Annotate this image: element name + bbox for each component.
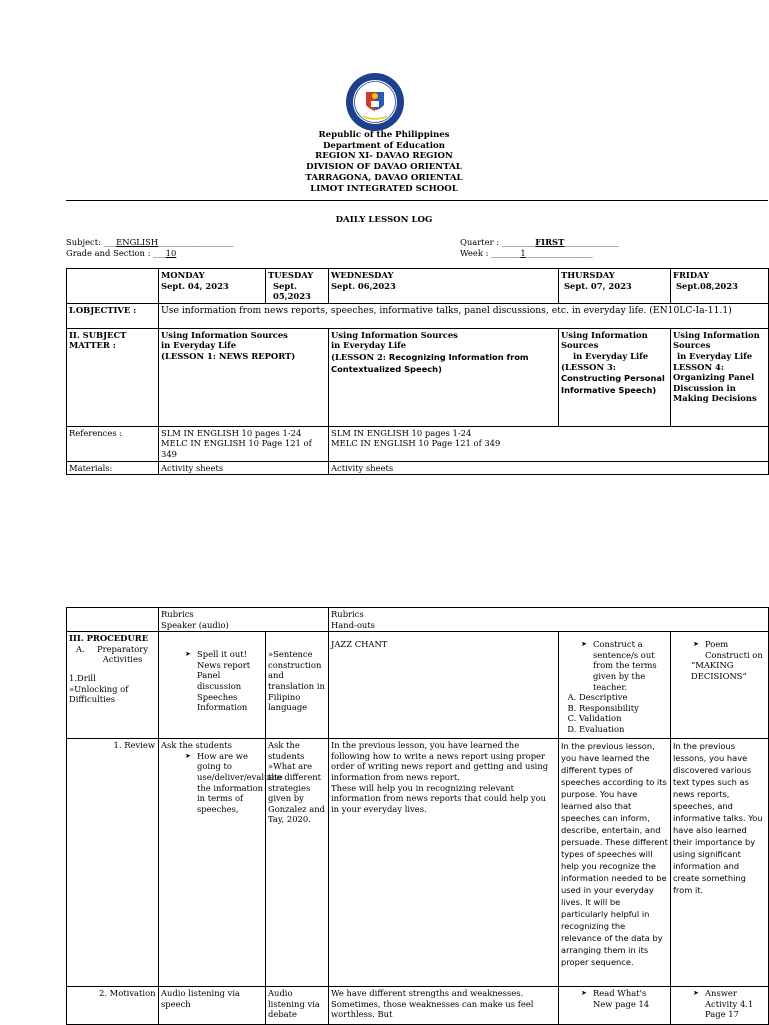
sm-line: Using Information Sources xyxy=(331,329,458,340)
sm-line: (LESSON 2: xyxy=(331,351,386,362)
references-wednesday xyxy=(329,426,769,461)
sm-line: in Everyday Life xyxy=(161,340,237,351)
day-name: TUESDAY xyxy=(268,270,314,280)
day-name: WEDNESDAY xyxy=(331,270,394,280)
quarter-label: Quarter : ________ xyxy=(460,237,536,247)
drill-text: ➤ Spell it out! xyxy=(197,649,247,660)
sm-line: LESSON 4: Organizing Panel Discussion in Making Decisions xyxy=(673,361,757,404)
materials-row xyxy=(67,461,769,475)
drill-list-item: C. Validation xyxy=(579,713,668,724)
drill-wednesday xyxy=(329,632,559,739)
rubrics-monday xyxy=(159,608,329,632)
drill-text: Speeches xyxy=(197,691,238,702)
objective-label: I.OBJECTIVE : xyxy=(67,303,159,328)
rubrics-empty-cell xyxy=(67,608,159,632)
grade-value: 10 xyxy=(165,248,177,258)
ref-line: MELC IN ENGLISH 10 Page 121 of 349 xyxy=(331,438,501,449)
lesson-log-table xyxy=(66,268,769,475)
day-date: Sept. 04, 2023 xyxy=(161,280,229,291)
rubric-line: Rubrics xyxy=(161,609,194,619)
motivation-label: 2. Motivation xyxy=(67,987,159,1025)
corner-cell xyxy=(67,269,159,304)
review-text: Ask the students xyxy=(161,740,232,751)
materials-monday: Activity sheets xyxy=(159,461,329,475)
drill-tuesday xyxy=(266,632,329,739)
sm-lesson-title: Constructing Personal Informative Speech) xyxy=(561,373,665,396)
page-title: DAILY LESSON LOG xyxy=(335,215,433,225)
day-name: THURSDAY xyxy=(561,270,615,280)
subject-blank: __________________ xyxy=(158,237,234,247)
drill-list-item: B. Responsibility xyxy=(579,703,668,714)
review-thursday: In the previous lesson, you have learned the different types of speeches according to its purpose. You have learned also that speeches can inform, describe, entertain, and persuade. These different types of speeches will help you recognize the information needed to be used in your everyday lives. It will be particularly helpful in recognizing the relevance of the data by arranging them in its proper sequence. xyxy=(559,739,671,987)
sm-line: in Everyday Life xyxy=(573,350,649,361)
days-row xyxy=(67,269,769,304)
sm-line: Using Information Sources xyxy=(561,329,648,351)
sm-line: Using Information Sources xyxy=(161,329,288,340)
drill-monday xyxy=(159,632,266,739)
header-line: DIVISION OF DAVAO ORIENTAL xyxy=(306,162,462,173)
rubrics-wednesday xyxy=(329,608,769,632)
motivation-monday: Audio listening via speech xyxy=(159,987,266,1025)
review-row xyxy=(67,739,769,987)
drill-list-item: A. Descriptive xyxy=(579,692,668,703)
objective-row xyxy=(67,303,769,328)
materials-label: Materials: xyxy=(67,461,159,475)
references-label: References : xyxy=(67,426,159,461)
drill-label: 1.Drill xyxy=(69,672,96,683)
rubrics-row xyxy=(67,608,769,632)
sm-line: in Everyday Life xyxy=(677,350,753,361)
prep-label: Preparatory Activities xyxy=(96,643,149,665)
rubric-line: Rubrics xyxy=(331,609,364,619)
day-date: Sept. 07, 2023 xyxy=(564,280,632,291)
day-header-friday xyxy=(671,269,769,304)
review-friday: In the previous lessons, you have discovered various text types such as news reports, speeches, and informative talks. You have also learned their importance by using significant information and create something from it. xyxy=(671,739,769,987)
procedure-cell xyxy=(67,632,159,739)
week-value: 1 xyxy=(520,248,526,258)
header-line: TARRAGONA, DAVAO ORIENTAL xyxy=(305,172,463,183)
unlocking-label: »Unlocking of Difficulties xyxy=(69,683,129,705)
header-line: REGION XI- DAVAO REGION xyxy=(315,151,453,162)
subject-matter-monday xyxy=(159,328,329,426)
motivation-thursday xyxy=(559,987,671,1025)
day-name: MONDAY xyxy=(161,270,205,280)
drill-text: Information xyxy=(197,702,248,713)
rubric-line: Hand-outs xyxy=(331,619,375,630)
drill-list-item: D. Evaluation xyxy=(579,724,668,735)
procedure-label: III. PROCEDURE xyxy=(69,633,149,644)
week-blank: ________________ xyxy=(525,248,593,258)
review-text: These will help you in recognizing relevant information from news reports that could help you in your everyday lives. xyxy=(331,782,547,814)
review-tuesday: Ask the students »What are the different strategies given by Gonzalez and Tay, 2020. xyxy=(266,739,329,987)
drill-text: »Sentence construction and translation in Filipino language xyxy=(268,649,325,713)
subject-matter-label: II. SUBJECT MATTER : xyxy=(67,328,159,426)
quarter-line xyxy=(460,237,619,248)
grade-line xyxy=(66,248,176,259)
references-row xyxy=(67,426,769,461)
review-item: ➤ How are we going to use/deliver/evaluate the information in terms of speeches, xyxy=(197,751,263,815)
drill-text: News report xyxy=(197,659,251,670)
sm-line: in Everyday Life xyxy=(331,340,407,351)
subject-matter-friday xyxy=(671,328,769,426)
motivation-wednesday: We have different strengths and weaknesses. Sometimes, those weaknesses can make us feel worthless. But xyxy=(329,987,559,1025)
drill-text: “MAKING DECISIONS” xyxy=(691,660,747,681)
day-date: Sept.08,2023 xyxy=(676,280,738,291)
subject-matter-row xyxy=(67,328,769,426)
sm-line: Using Information Sources xyxy=(673,329,760,351)
ref-line: SLM IN ENGLISH 10 pages 1-24 xyxy=(161,427,302,438)
day-name: FRIDAY xyxy=(673,270,710,280)
drill-friday xyxy=(671,632,769,739)
subject-matter-wednesday xyxy=(329,328,559,426)
deped-seal-logo xyxy=(345,72,405,132)
drill-text: JAZZ CHANT xyxy=(331,639,388,650)
materials-wednesday: Activity sheets xyxy=(329,461,769,475)
ref-line: SLM IN ENGLISH 10 pages 1-24 xyxy=(331,427,472,438)
review-wednesday xyxy=(329,739,559,987)
procedure-table xyxy=(66,607,769,1025)
references-monday xyxy=(159,426,329,461)
drill-item: ➤ Poem Constructi on xyxy=(705,639,766,660)
review-label: 1. Review xyxy=(67,739,159,987)
quarter-blank: _____________ xyxy=(564,237,619,247)
drill-item xyxy=(197,649,263,713)
sm-lesson-title: Recognizing Information from Contextualized Speech) xyxy=(331,351,529,374)
drill-thursday xyxy=(559,632,671,739)
school-header xyxy=(0,130,768,194)
quarter-value: FIRST xyxy=(535,237,565,247)
rubric-line: Speaker (audio) xyxy=(161,619,229,630)
day-header-wednesday xyxy=(329,269,559,304)
subject-label: Subject: ___ xyxy=(66,237,117,247)
week-line xyxy=(460,248,593,259)
motivation-friday xyxy=(671,987,769,1025)
review-text: In the previous lesson, you have learned the following how to write a news report using proper order of writing news report and getting and using information from news report. xyxy=(331,740,549,782)
header-line: Republic of the Philippines xyxy=(318,130,450,140)
drill-text: Panel discussion xyxy=(197,670,242,691)
day-date: Sept. 06,2023 xyxy=(331,280,396,291)
sm-line: (LESSON 1: NEWS REPORT) xyxy=(161,350,296,361)
subject-line xyxy=(66,237,234,248)
day-header-monday xyxy=(159,269,266,304)
motivation-item: ➤ Answer Activity 4.1 Page 17 xyxy=(705,988,766,1020)
week-label: Week : _______ xyxy=(460,248,521,258)
objective-text: Use information from news reports, speeches, informative talks, panel discussions, etc. in everyday life. (EN10LC-Ia-11.1) xyxy=(159,303,769,328)
grade-label: Grade and Section : ___ xyxy=(66,248,166,258)
drill-row xyxy=(67,632,769,739)
header-line: Department of Education xyxy=(322,140,445,151)
day-header-tuesday xyxy=(266,269,329,304)
header-divider xyxy=(66,200,768,201)
motivation-row xyxy=(67,987,769,1025)
day-header-thursday xyxy=(559,269,671,304)
subject-matter-thursday xyxy=(559,328,671,426)
subject-value: ENGLISH xyxy=(116,237,159,247)
prep-letter: A. xyxy=(76,643,85,654)
motivation-item: ➤ Read What's New page 14 xyxy=(593,988,668,1009)
day-date: Sept. 05,2023 xyxy=(273,280,311,302)
sm-line: (LESSON 3: xyxy=(561,361,616,372)
drill-item: ➤ Construct a sentence/s out from the terms given by the teacher. xyxy=(593,639,668,692)
header-line: LIMOT INTEGRATED SCHOOL xyxy=(310,183,458,194)
review-monday xyxy=(159,739,283,987)
motivation-tuesday: Audio listening via debate xyxy=(266,987,329,1025)
ref-line: MELC IN ENGLISH 10 Page 121 of 349 xyxy=(161,438,312,459)
